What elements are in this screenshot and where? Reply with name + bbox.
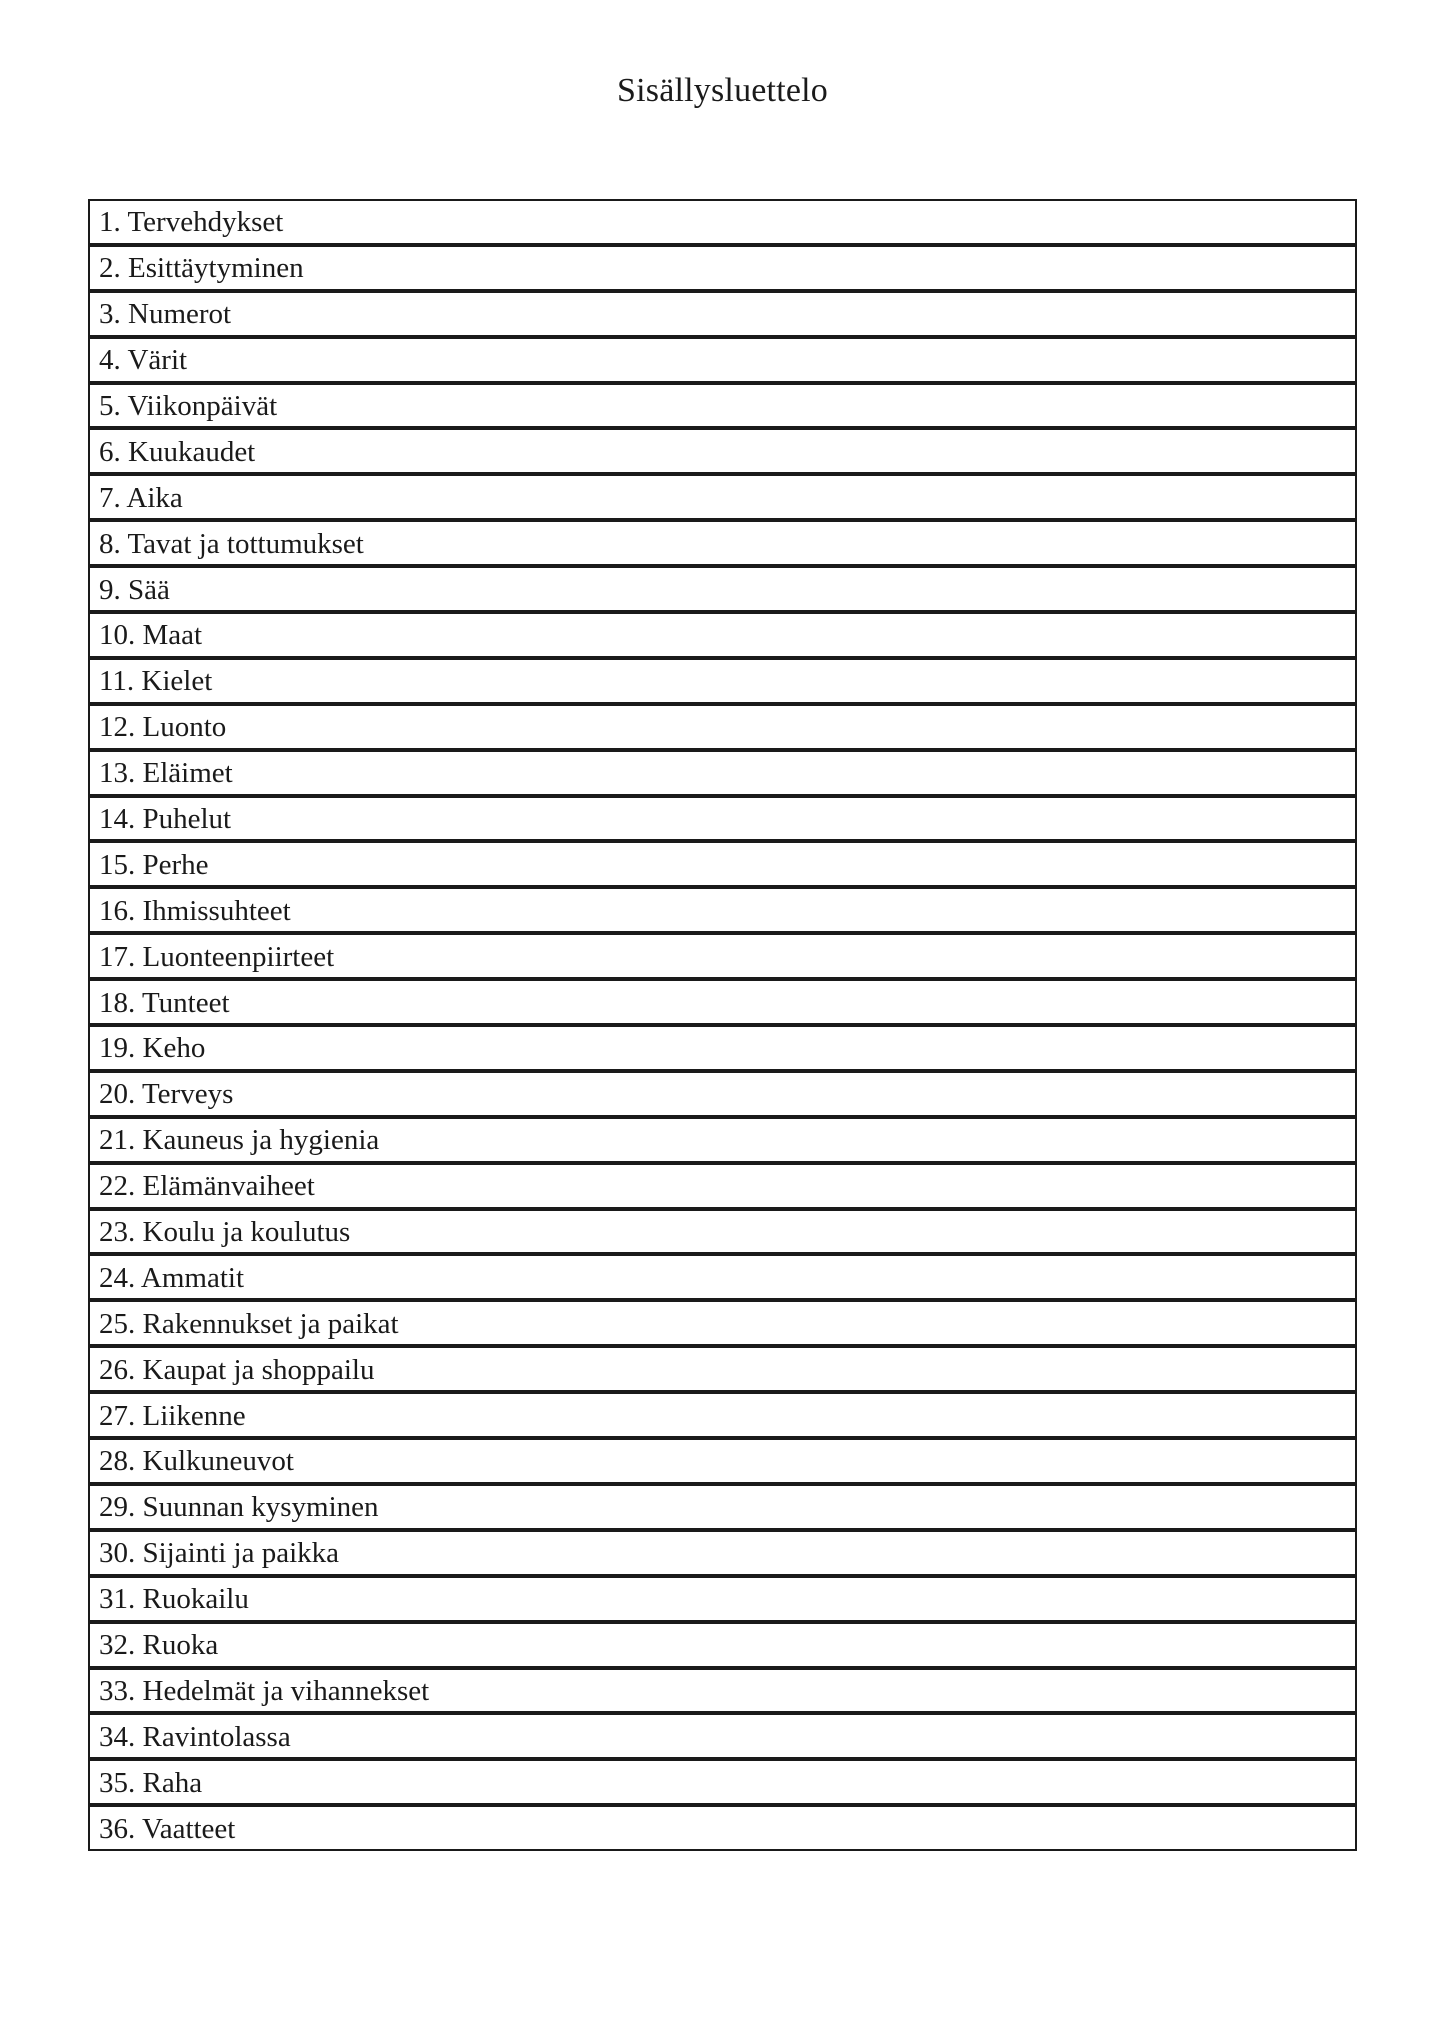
toc-item-label: 15. Perhe (99, 848, 209, 881)
toc-row (88, 1759, 1357, 1805)
toc-item-label: 32. Ruoka (99, 1629, 219, 1662)
toc-row (88, 1209, 1357, 1255)
page-title: Sisällysluettelo (617, 72, 828, 109)
toc-row (88, 566, 1357, 612)
toc-row (88, 520, 1357, 566)
toc-row (88, 1576, 1357, 1622)
toc-row (88, 750, 1357, 796)
toc-row (88, 1805, 1357, 1851)
toc-item-label: 21. Kauneus ja hygienia (99, 1124, 380, 1157)
toc-item-label: 30. Sijainti ja paikka (99, 1537, 340, 1570)
toc-item-label: 26. Kaupat ja shoppailu (99, 1353, 375, 1386)
toc-item-label: 28. Kulkuneuvot (99, 1445, 294, 1478)
toc-row (88, 1622, 1357, 1668)
toc-item-label: 22. Elämänvaiheet (99, 1170, 315, 1203)
toc-item-label: 4. Värit (99, 344, 188, 377)
toc-row (88, 1117, 1357, 1163)
toc-table (88, 199, 1357, 1851)
toc-item-label: 6. Kuukaudet (99, 435, 256, 468)
toc-item-label: 36. Vaatteet (99, 1812, 236, 1845)
toc-row (88, 1484, 1357, 1530)
toc-item-label: 33. Hedelmät ja vihannekset (99, 1674, 430, 1707)
toc-row (88, 1254, 1357, 1300)
toc-row (88, 841, 1357, 887)
toc-row (88, 1530, 1357, 1576)
toc-item-label: 29. Suunnan kysyminen (99, 1491, 379, 1524)
toc-item-label: 5. Viikonpäivät (99, 390, 278, 422)
toc-row (88, 1392, 1357, 1438)
toc-row (88, 1713, 1357, 1759)
toc-row (88, 1346, 1357, 1392)
toc-item-label: 23. Koulu ja koulutus (99, 1216, 351, 1249)
toc-row (88, 245, 1357, 291)
toc-row (88, 474, 1357, 520)
toc-item-label: 3. Numerot (99, 298, 232, 331)
toc-row (88, 658, 1357, 704)
toc-row (88, 1071, 1357, 1117)
toc-row (88, 337, 1357, 383)
toc-item-label: 27. Liikenne (99, 1399, 246, 1432)
toc-item-label: 11. Kielet (99, 665, 213, 698)
toc-row (88, 1438, 1357, 1484)
toc-row (88, 199, 1357, 245)
toc-item-label: 31. Ruokailu (99, 1583, 249, 1616)
toc-row (88, 796, 1357, 842)
toc-row (88, 428, 1357, 474)
toc-item-label: 9. Sää (99, 573, 170, 606)
toc-item-label: 16. Ihmissuhteet (99, 894, 291, 927)
toc-item-label: 19. Keho (99, 1032, 206, 1065)
toc-item-label: 12. Luonto (99, 711, 227, 744)
toc-row (88, 887, 1357, 933)
toc-item-label: 14. Puhelut (99, 803, 232, 836)
toc-item-label: 8. Tavat ja tottumukset (99, 527, 364, 560)
toc-item-label: 35. Raha (99, 1766, 203, 1799)
toc-row (88, 291, 1357, 337)
toc-row (88, 933, 1357, 979)
toc-row (88, 383, 1357, 429)
toc-row (88, 979, 1357, 1025)
toc-item-label: 18. Tunteet (99, 986, 230, 1019)
toc-item-label: 13. Eläimet (99, 757, 233, 790)
toc-item-label: 34. Ravintolassa (99, 1720, 291, 1753)
toc-row (88, 1300, 1357, 1346)
toc-item-label: 7. Aika (99, 481, 183, 514)
toc-item-label: 10. Maat (99, 619, 203, 652)
toc-row (88, 612, 1357, 658)
toc-item-label: 25. Rakennukset ja paikat (99, 1307, 399, 1340)
toc-item-label: 17. Luonteenpiirteet (99, 940, 335, 973)
toc-item-label: 1. Tervehdykset (99, 206, 284, 239)
toc-row (88, 704, 1357, 750)
toc-item-label: 2. Esittäytyminen (99, 252, 304, 285)
toc-row (88, 1025, 1357, 1071)
toc-row (88, 1163, 1357, 1209)
toc-item-label: 24. Ammatit (99, 1261, 244, 1294)
toc-item-label: 20. Terveys (99, 1078, 234, 1111)
toc-row (88, 1668, 1357, 1714)
